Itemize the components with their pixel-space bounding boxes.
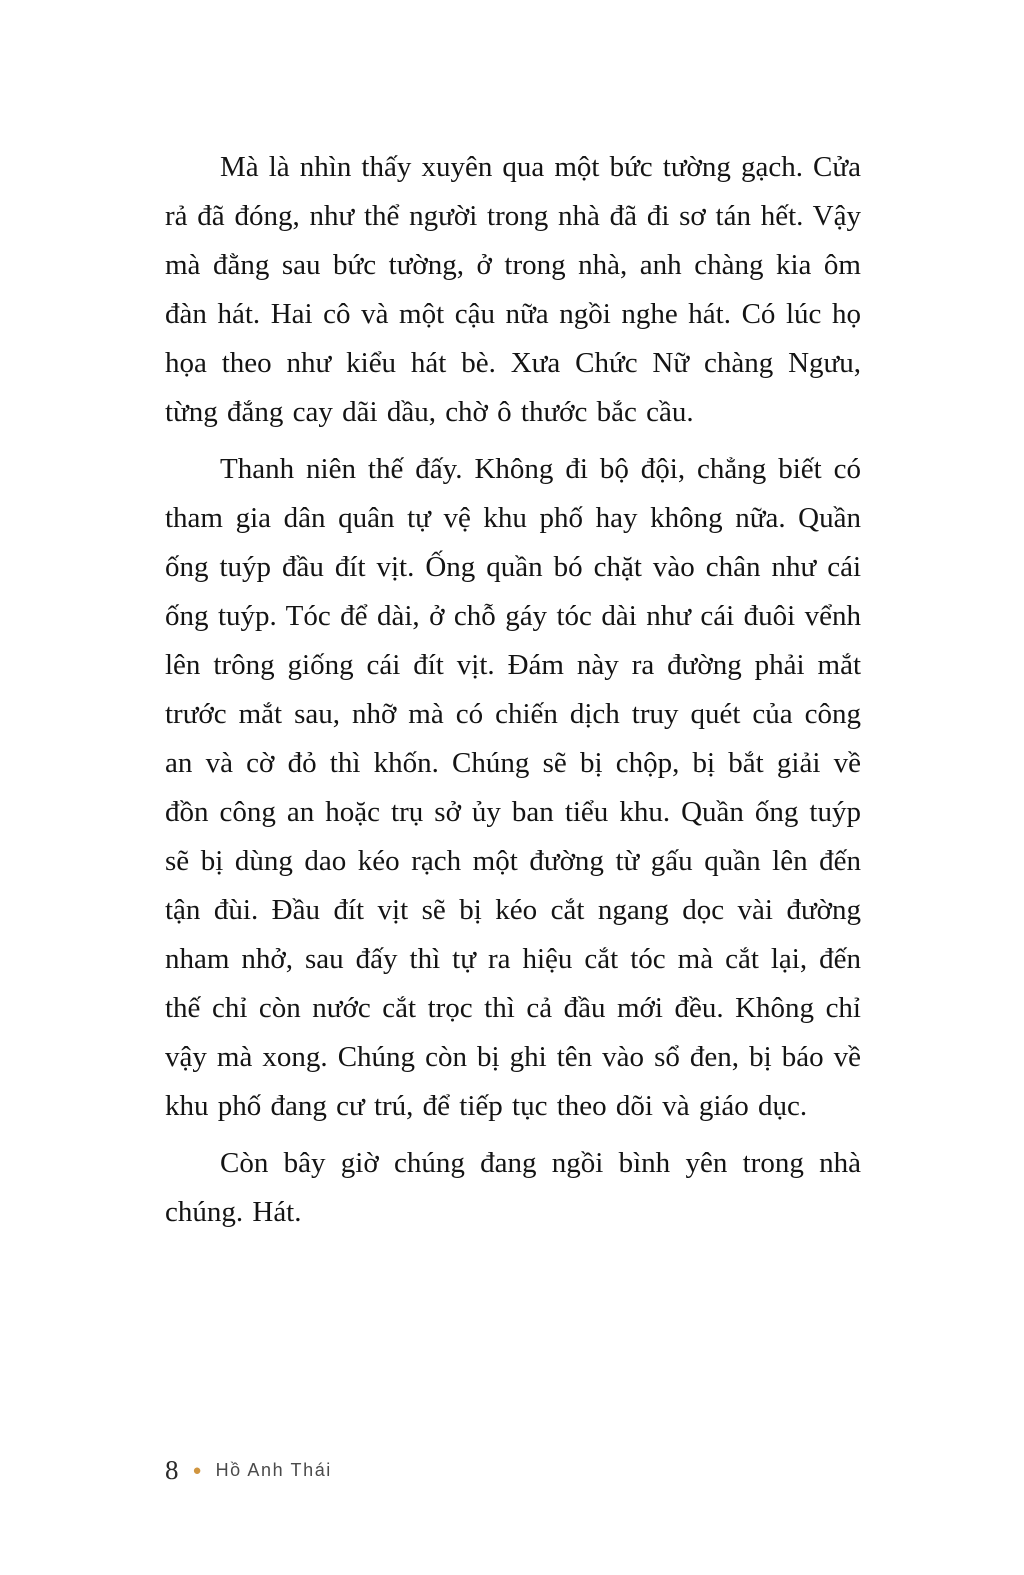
- paragraph-1: Mà là nhìn thấy xuyên qua một bức tường gạch. Cửa rả đã đóng, như thể người trong nhà đã đi sơ tán hết. Vậy mà đằng sau bức tường, ở trong nhà, anh chàng kia ôm đàn hát. Hai cô và một cậu nữa ngồi nghe hát. Có lúc họ họa theo như kiểu hát bè. Xưa Chức Nữ chàng Ngưu, từng đắng cay dãi dầu, chờ ô thước bắc cầu.: [165, 151, 861, 428]
- page-footer: [165, 1455, 865, 1486]
- paragraph-2: Thanh niên thế đấy. Không đi bộ đội, chẳng biết có tham gia dân quân tự vệ khu phố hay không nữa. Quần ống tuýp đầu đít vịt. Ống quần bó chặt vào chân như cái ống tuýp. Tóc để dài, ở chỗ gáy tóc dài như cái đuôi vểnh lên trông giống cái đít vịt. Đám này ra đường phải mắt trước mắt sau, nhỡ mà có chiến dịch truy quét của công an và cờ đỏ thì khốn. Chúng sẽ bị chộp, bị bắt giải về đồn công an hoặc trụ sở ủy ban tiểu khu. Quần ống tuýp sẽ bị dùng dao kéo rạch một đường từ gấu quần lên đến tận đùi. Đầu đít vịt sẽ bị kéo cắt ngang dọc vài đường nham nhở, sau đấy thì tự ra hiệu cắt tóc mà cắt lại, đến thế chỉ còn nước cắt trọc thì cả đầu mới đều. Không chỉ vậy mà xong. Chúng còn bị ghi tên vào sổ đen, bị báo về khu phố đang cư trú, để tiếp tục theo dõi và giáo dục.: [165, 453, 861, 1122]
- author-name: Hồ Anh Thái: [215, 1460, 332, 1480]
- body-text-block: [165, 143, 861, 1245]
- bullet-separator-icon: ●: [192, 1463, 202, 1479]
- page-number: 8: [165, 1455, 179, 1485]
- paragraph-3: Còn bây giờ chúng đang ngồi bình yên trong nhà chúng. Hát.: [165, 1147, 861, 1228]
